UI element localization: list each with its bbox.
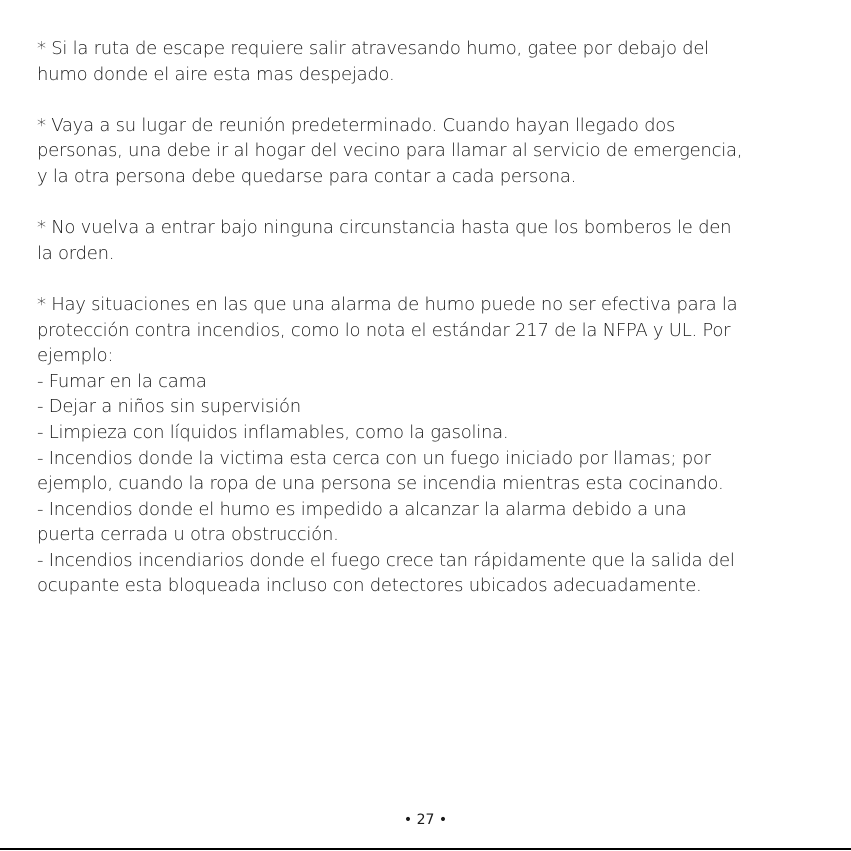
text-line: * No vuelva a entrar bajo ninguna circunstancia hasta que los bomberos le den [37, 217, 732, 239]
text-line: ocupante esta bloqueada incluso con detectores ubicados adecuadamente. [37, 575, 702, 597]
paragraph-alarm-limitations [37, 292, 827, 599]
text-line: la orden. [37, 242, 115, 264]
paragraph-do-not-reenter [37, 215, 827, 266]
page-bottom-rule [0, 848, 851, 850]
text-line: personas, una debe ir al hogar del vecino para llamar al servicio de emergencia, [37, 140, 743, 162]
text-line: humo donde el aire esta mas despejado. [37, 63, 395, 85]
list-item: - Dejar a niños sin supervisión [37, 396, 301, 418]
text-line: ejemplo: [37, 345, 114, 367]
text-line: * Vaya a su lugar de reunión predeterminado. Cuando hayan llegado dos [37, 114, 676, 136]
text-line: puerta cerrada u otra obstrucción. [37, 524, 339, 546]
list-item: - Limpieza con líquidos inflamables, como la gasolina. [37, 421, 509, 443]
text-line: ejemplo, cuando la ropa de una persona se incendia mientras esta cocinando. [37, 473, 724, 495]
paragraph-escape-route [37, 36, 827, 87]
page-body [37, 36, 827, 625]
page-number: • 27 • [403, 812, 448, 828]
text-line: * Hay situaciones en las que una alarma de humo puede no ser efectiva para la [37, 293, 738, 315]
list-item: - Incendios donde la victima esta cerca con un fuego iniciado por llamas; por [37, 447, 711, 469]
list-item: - Fumar en la cama [37, 370, 207, 392]
list-item: - Incendios incendiarios donde el fuego crece tan rápidamente que la salida del [37, 549, 735, 571]
text-line: protección contra incendios, como lo nota el estándar 217 de la NFPA y UL. Por [37, 319, 731, 341]
text-line: y la otra persona debe quedarse para contar a cada persona. [37, 165, 577, 187]
paragraph-meeting-place [37, 113, 827, 190]
list-item: - Incendios donde el humo es impedido a alcanzar la alarma debido a una [37, 498, 687, 520]
text-line: * Si la ruta de escape requiere salir atravesando humo, gatee por debajo del [37, 38, 709, 59]
